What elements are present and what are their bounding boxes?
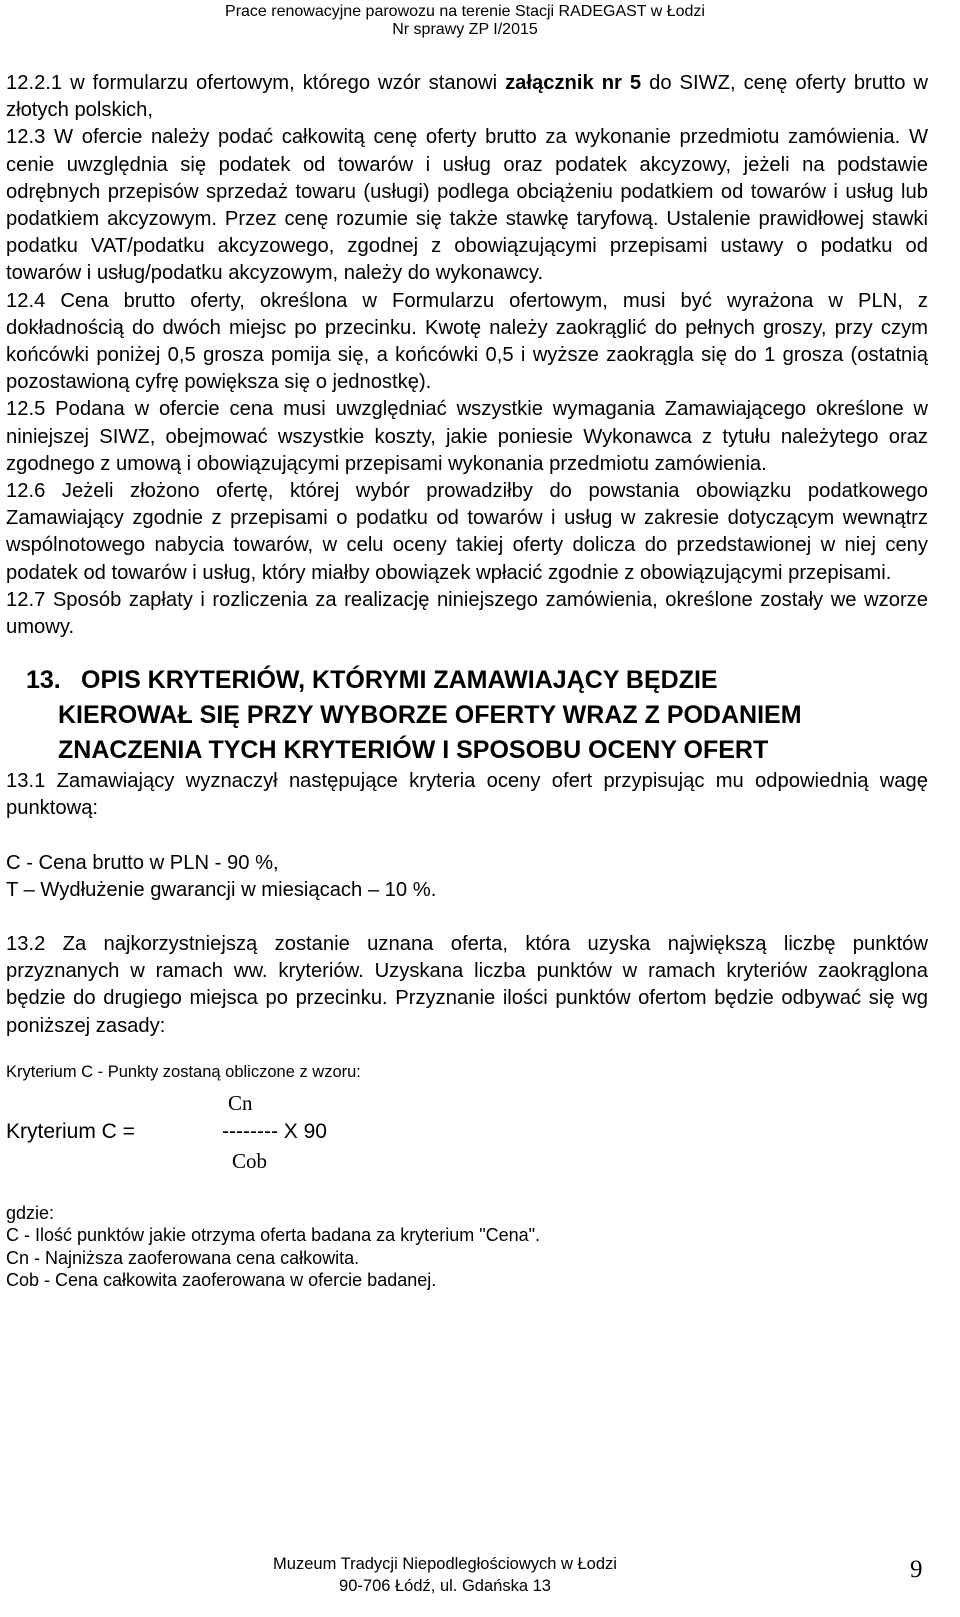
section-title-line-2: KIEROWAŁ SIĘ PRZY WYBORZE OFERTY WRAZ Z PODANIEM — [58, 701, 802, 730]
paragraph-12-6: 12.6 Jeżeli złożono ofertę, której wybór prowadziłby do powstania obowiązku podatkowego Zamawiający zgodnie z przepisami o podatku od towarów i usług w zakresie dotyczącym wewnątrz wspólnotowego nabycia towarów, w celu oceny takiej oferty dolicza do przedstawionej w niej ceny podatek od towarów i usług, który miałby obowiązek wpłacić zgodnie z obowiązującymi przepisami. — [6, 480, 928, 584]
attachment-reference: załącznik nr 5 — [505, 72, 642, 94]
legend-c: C - Ilość punktów jakie otrzyma oferta badana za kryterium "Cena". — [6, 1225, 541, 1246]
paragraph-text: 12.2.1 w formularzu ofertowym, którego wzór stanowi — [6, 72, 506, 94]
section-number: 13. — [26, 666, 61, 695]
document-body — [6, 70, 928, 1292]
paragraph-12-4: 12.4 Cena brutto oferty, określona w Formularzu ofertowym, musi być wyrażona w PLN, z dokładnością do dwóch miejsc po przecinku. Kwotę należy zaokrąglić do pełnych groszy, przy czym końcówki poniżej 0,5 grosza pomija się, a końcówki 0,5 i wyższe zaokrągla się do 1 grosza (ostatnią pozostawioną cyfrę powiększa się o jednostkę). — [6, 289, 928, 394]
paragraph-13-1: 13.1 Zamawiający wyznaczył następujące kryteria oceny ofert przypisując mu odpowiednią wagę punktową: — [6, 770, 928, 820]
formula-expression: -------- X 90 — [222, 1119, 327, 1143]
criterion-warranty: T – Wydłużenie gwarancji w miesiącach – 10 %. — [6, 878, 437, 901]
footer-institution: Muzeum Tradycji Niepodległościowych w Łodzi — [273, 1555, 617, 1573]
section-title-line-1: OPIS KRYTERIÓW, KTÓRYMI ZAMAWIAJĄCY BĘDZIE — [81, 666, 718, 695]
paragraph-12-7: 12.7 Sposób zapłaty i rozliczenia za realizację niniejszego zamówienia, określone zostały we wzorze umowy. — [6, 588, 928, 639]
paragraph-13-2: 13.2 Za najkorzystniejszą zostanie uznana oferta, która uzyska największą liczbę punktów przyznanych w ramach ww. kryteriów. Uzyskana liczba punktów w ramach kryteriów zaokrąglona będzie do drugiego miejsca po przecinku. Przyznanie ilości punktów ofertom będzie odbywać się wg poniższej zasady: — [6, 933, 928, 1037]
formula-label: Kryterium C = — [6, 1119, 135, 1143]
formula-block — [6, 1090, 928, 1190]
formula-legend — [6, 1202, 928, 1292]
page-number: 9 — [910, 1556, 923, 1583]
paragraph-12-5: 12.5 Podana w ofercie cena musi uwzględniać wszystkie wymagania Zamawiającego określone w niniejszej SIWZ, obejmować wszystkie koszty, jakie poniesie Wykonawca z tytułu należytego oraz zgodnego z umową i obowiązującymi przepisami wykonania przedmiotu zamówienia. — [6, 398, 928, 475]
paragraph-text: do SIWZ, cenę oferty brutto w złotych polskich, — [6, 72, 928, 122]
paragraph-12-2-1 — [6, 70, 928, 124]
legend-where: gdzie: — [6, 1202, 55, 1223]
section-title-line-3: ZNACZENIA TYCH KRYTERIÓW I SPOSOBU OCENY OFERT — [58, 736, 769, 765]
formula-intro: Kryterium C - Punkty zostaną obliczone z wzoru: — [6, 1062, 361, 1081]
legend-cob: Cob - Cena całkowita zaoferowana w ofercie badanej. — [6, 1270, 437, 1291]
formula-denominator: Cob — [232, 1148, 268, 1173]
footer-address: 90-706 Łódź, ul. Gdańska 13 — [339, 1577, 551, 1595]
header-case-number: Nr sprawy ZP I/2015 — [392, 21, 538, 38]
header-title: Prace renowacyjne parowozu na terenie Stacji RADEGAST w Łodzi — [225, 3, 705, 20]
criterion-price: C - Cena brutto w PLN - 90 %, — [6, 851, 279, 874]
paragraph-12-3: 12.3 W ofercie należy podać całkowitą cenę oferty brutto za wykonanie przedmiotu zamówienia. W cenie uwzględnia się podatek od towarów i usług oraz podatek akcyzowy, jeżeli na podstawie odrębnych przepisów sprzedaż towaru (usługi) podlega obciążeniu podatkiem od towarów i usług lub podatkiem akcyzowym. Przez cenę rozumie się także stawkę taryfową. Ustalenie prawidłowej stawki podatku VAT/podatku akcyzowego, zgodnej z obowiązującymi przepisami ustawy o podatku od towarów i usług/podatku akcyzowym, należy do wykonawcy. — [6, 126, 928, 285]
section-13-heading — [6, 663, 928, 768]
formula-numerator: Cn — [228, 1090, 253, 1115]
legend-cn: Cn - Najniższa zaoferowana cena całkowita. — [6, 1247, 360, 1268]
